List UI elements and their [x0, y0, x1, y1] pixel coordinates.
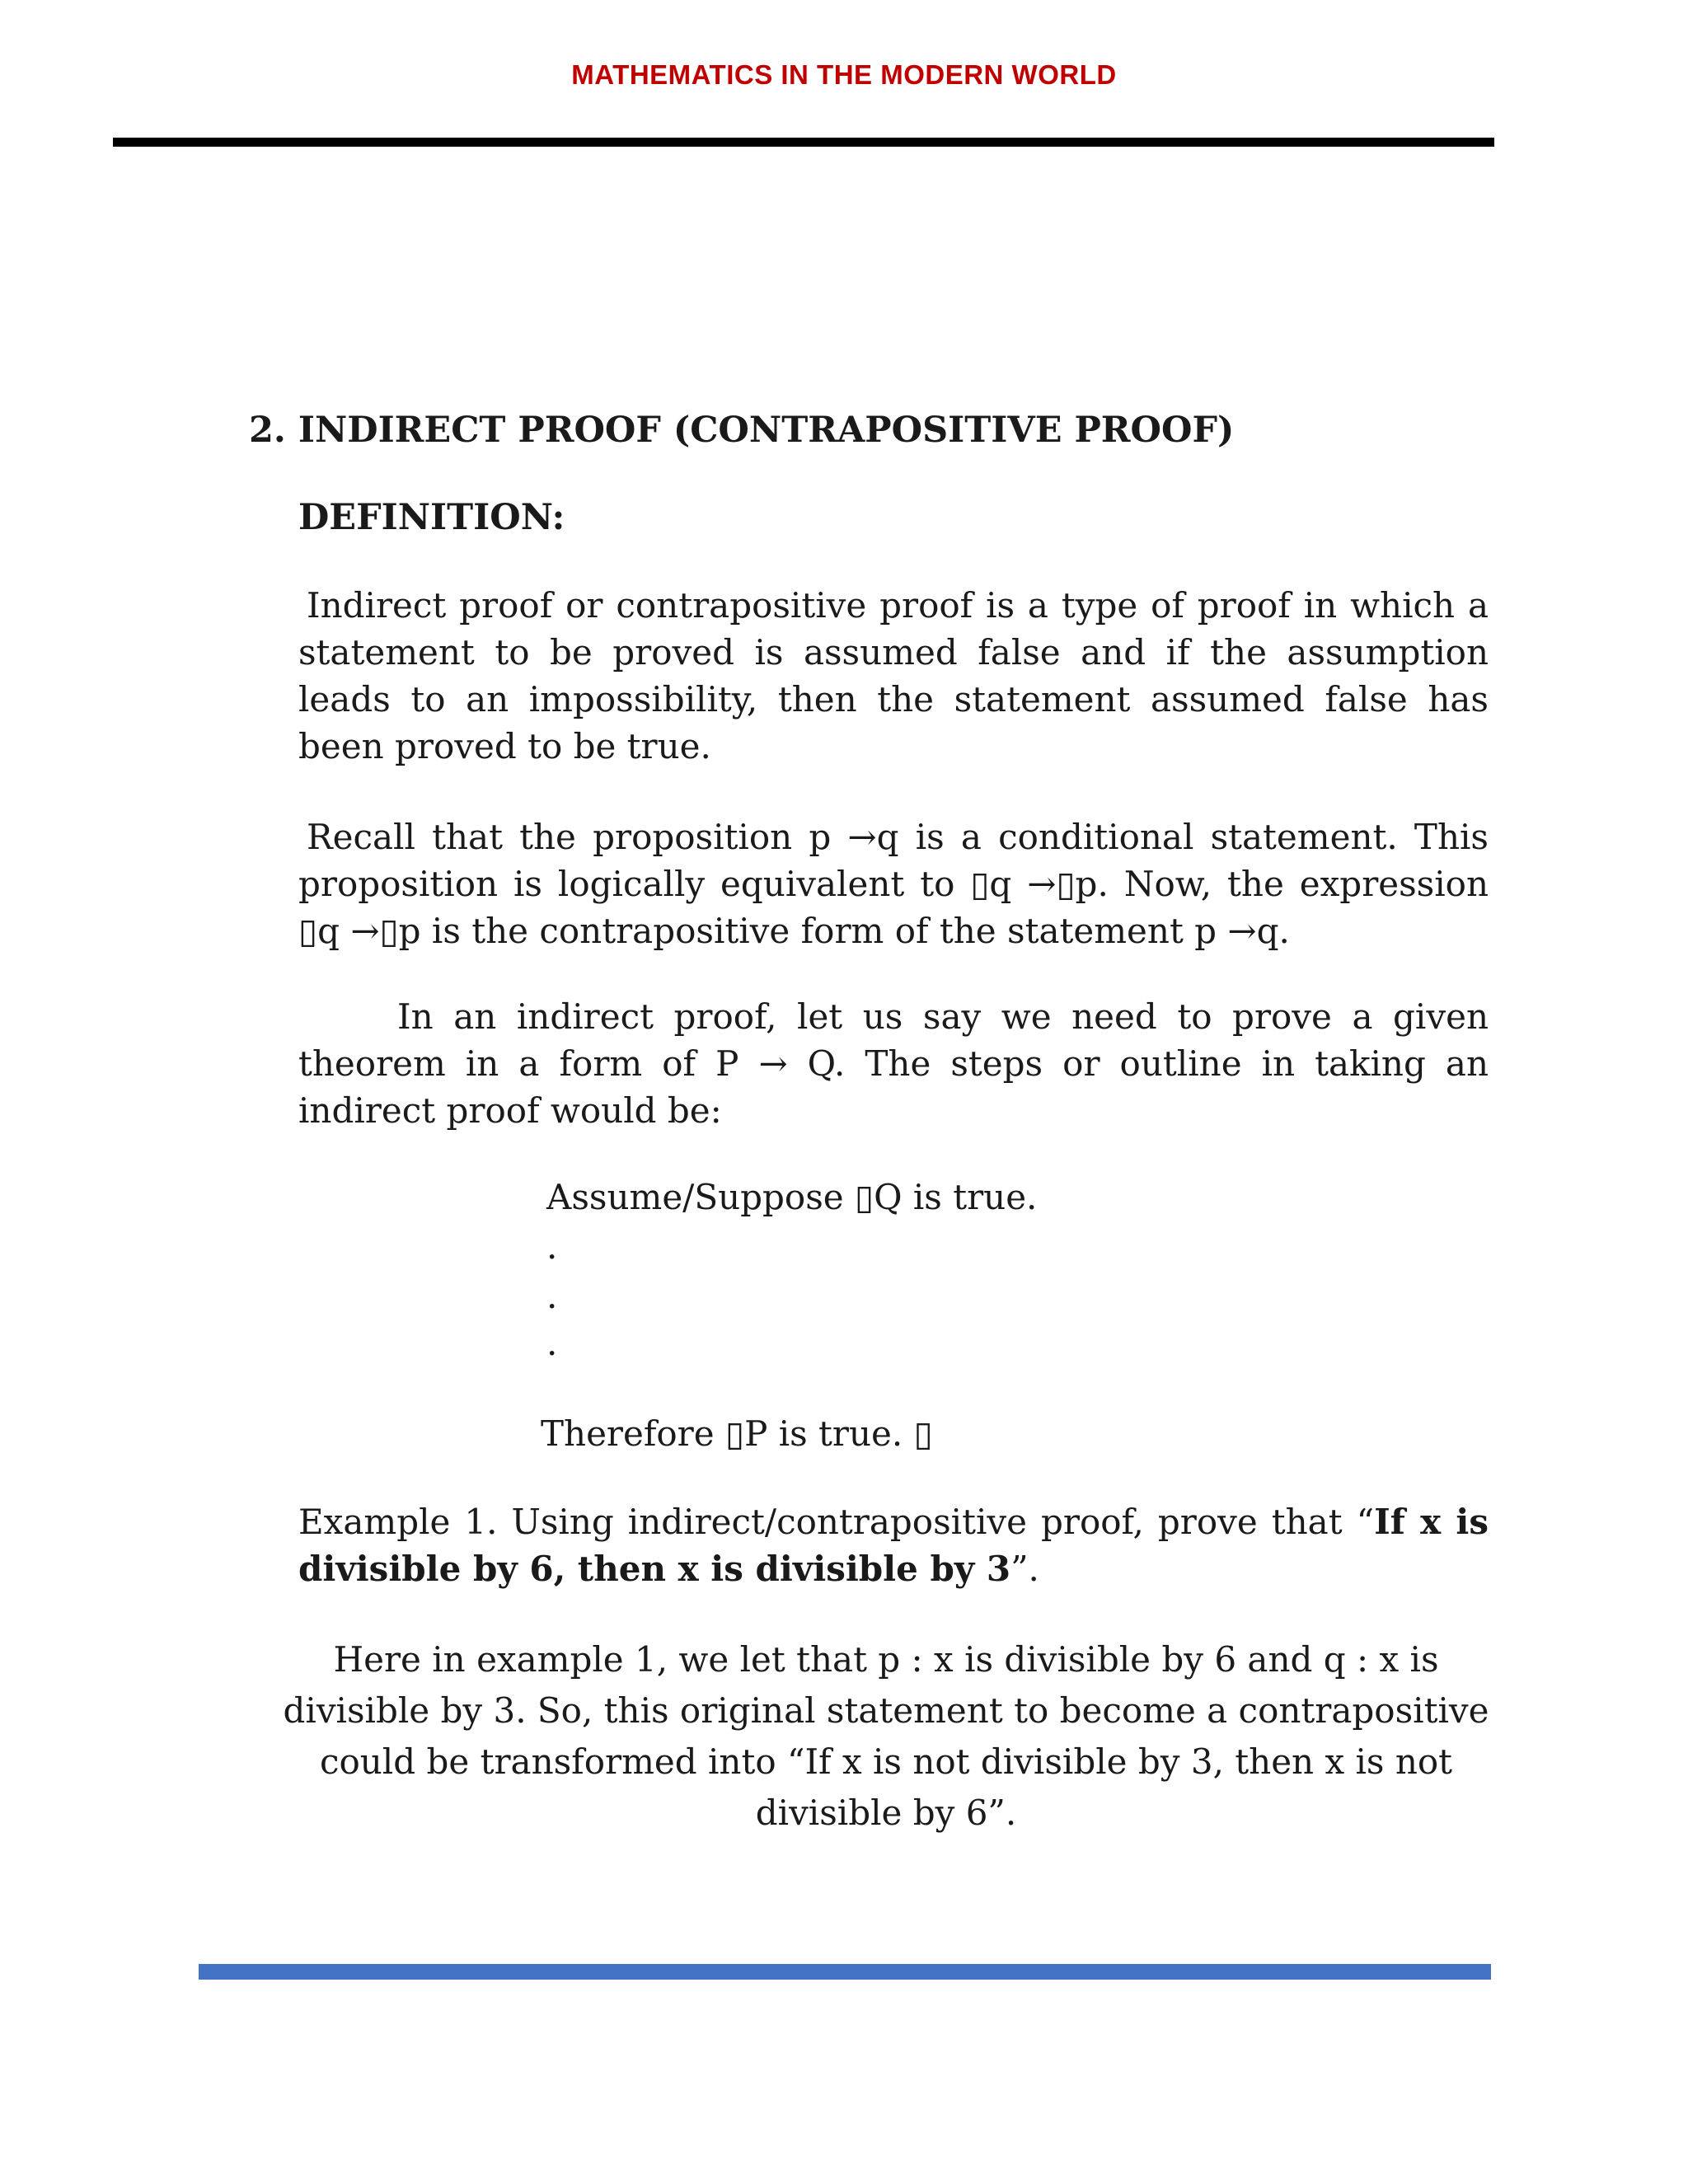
definition-label: DEFINITION:: [298, 497, 565, 538]
example-suffix: ”.: [1010, 1549, 1039, 1589]
page-header-title: MATHEMATICS IN THE MODERN WORLD: [571, 59, 1117, 90]
section-heading: 2. INDIRECT PROOF (CONTRAPOSITIVE PROOF): [249, 410, 1235, 451]
example-explanation: Here in example 1, we let that p : x is divisible by 6 and q : x is divisible by 3. So, this original statement to become a contrapositive could be transformed into “If x is not divisible by 3, then x is not divisible by 6”.: [283, 1639, 1489, 1833]
outline-therefore-step: Therefore ▯P is true. ▯: [541, 1413, 933, 1454]
example-statement: If x is divisible by 6, then x is divisible by 3: [298, 1502, 1489, 1589]
outline-ellipsis-dot: .: [546, 1276, 558, 1316]
footer-divider: [199, 1964, 1491, 1980]
definition-paragraph: Indirect proof or contrapositive proof is a type of proof in which a statement to be proved is assumed false and if the assumption leads to an impossibility, then the statement assumed false has been proved to be true.: [298, 585, 1489, 766]
example-prefix: Example 1. Using indirect/contrapositive proof, prove that “: [298, 1502, 1375, 1542]
outline-assume-step: Assume/Suppose ▯Q is true.: [546, 1177, 1038, 1217]
outline-intro-paragraph: In an indirect proof, let us say we need to prove a given theorem in a form of P → Q. The steps or outline in taking an indirect proof would be:: [298, 996, 1489, 1131]
outline-ellipsis-dot: .: [546, 1226, 558, 1267]
example-paragraph: [298, 1498, 1489, 1592]
recall-paragraph: Recall that the proposition p →q is a conditional statement. This proposition is logically equivalent to ▯q →▯p. Now, the expression ▯q →▯p is the contrapositive form of the statement p →q.: [298, 817, 1489, 951]
outline-ellipsis-dot: .: [546, 1323, 558, 1363]
header-divider: [113, 138, 1494, 147]
